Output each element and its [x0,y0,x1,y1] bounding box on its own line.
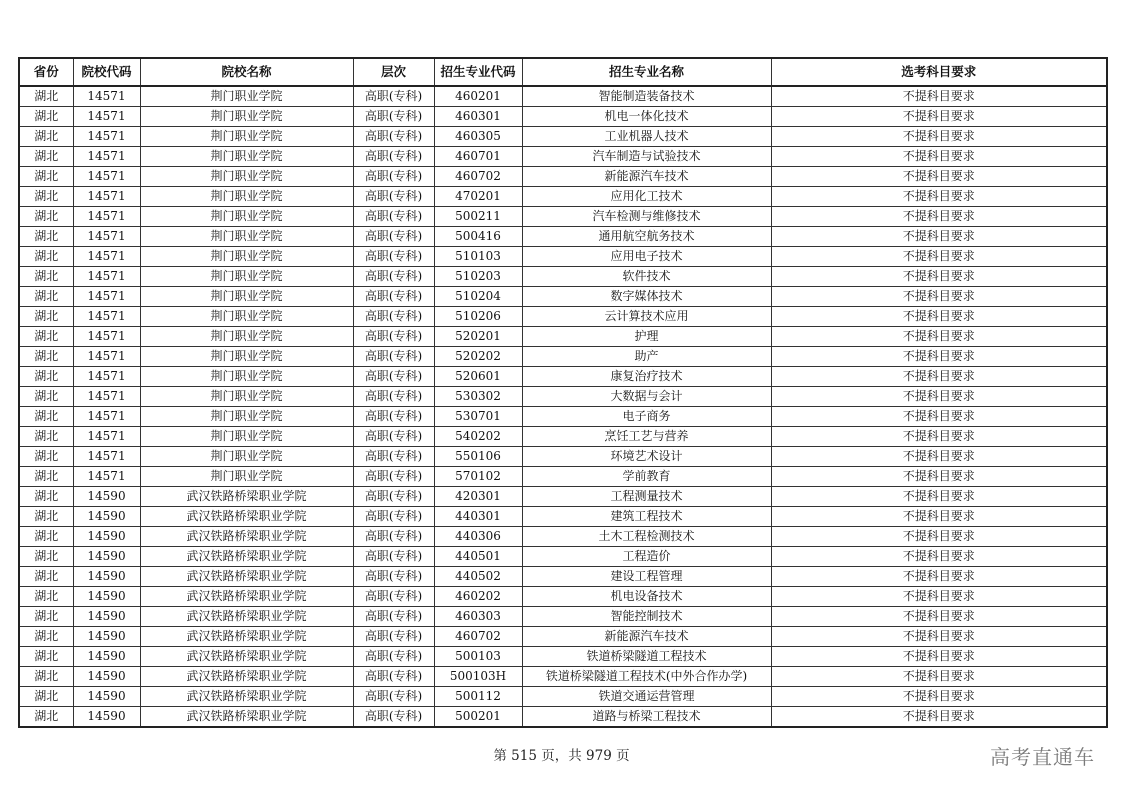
cell-school-code: 14590 [73,627,140,647]
cell-school-name: 武汉铁路桥梁职业学院 [140,587,353,607]
cell-subject-requirement: 不提科目要求 [771,367,1107,387]
cell-major-name: 铁道桥梁隧道工程技术(中外合作办学) [522,667,771,687]
cell-subject-requirement: 不提科目要求 [771,307,1107,327]
cell-major-name: 建筑工程技术 [522,507,771,527]
cell-subject-requirement: 不提科目要求 [771,187,1107,207]
column-header-school-code: 院校代码 [73,58,140,86]
table-row [19,127,1107,147]
cell-major-code: 500416 [434,227,522,247]
cell-major-code: 540202 [434,427,522,447]
table-row [19,387,1107,407]
cell-major-name: 铁道桥梁隧道工程技术 [522,647,771,667]
cell-school-name: 荆门职业学院 [140,86,353,107]
cell-province: 湖北 [19,587,73,607]
table-row [19,367,1107,387]
cell-school-name: 荆门职业学院 [140,187,353,207]
cell-level: 高职(专科) [353,527,434,547]
cell-level: 高职(专科) [353,487,434,507]
cell-province: 湖北 [19,227,73,247]
cell-subject-requirement: 不提科目要求 [771,487,1107,507]
cell-province: 湖北 [19,647,73,667]
cell-major-code: 440306 [434,527,522,547]
cell-major-name: 通用航空航务技术 [522,227,771,247]
cell-school-code: 14571 [73,347,140,367]
cell-major-code: 460701 [434,147,522,167]
cell-level: 高职(专科) [353,307,434,327]
cell-level: 高职(专科) [353,347,434,367]
column-header-major-name: 招生专业名称 [522,58,771,86]
cell-major-code: 500103H [434,667,522,687]
cell-province: 湖北 [19,667,73,687]
table-row [19,247,1107,267]
cell-school-code: 14571 [73,167,140,187]
cell-province: 湖北 [19,267,73,287]
cell-level: 高职(专科) [353,427,434,447]
cell-major-code: 460202 [434,587,522,607]
cell-school-name: 荆门职业学院 [140,387,353,407]
cell-school-name: 荆门职业学院 [140,247,353,267]
cell-level: 高职(专科) [353,227,434,247]
cell-province: 湖北 [19,447,73,467]
cell-province: 湖北 [19,347,73,367]
cell-province: 湖北 [19,327,73,347]
cell-major-code: 510204 [434,287,522,307]
cell-school-name: 荆门职业学院 [140,147,353,167]
cell-school-code: 14590 [73,547,140,567]
table-row [19,447,1107,467]
table-header [19,58,1107,86]
header-row [19,58,1107,86]
cell-level: 高职(专科) [353,567,434,587]
table-row [19,227,1107,247]
cell-major-code: 530701 [434,407,522,427]
cell-subject-requirement: 不提科目要求 [771,167,1107,187]
cell-subject-requirement: 不提科目要求 [771,227,1107,247]
table-row [19,327,1107,347]
cell-school-code: 14590 [73,647,140,667]
cell-major-code: 520202 [434,347,522,367]
cell-major-code: 510206 [434,307,522,327]
cell-province: 湖北 [19,167,73,187]
cell-major-name: 软件技术 [522,267,771,287]
cell-school-name: 荆门职业学院 [140,427,353,447]
table-row [19,207,1107,227]
cell-school-code: 14571 [73,187,140,207]
cell-school-code: 14571 [73,407,140,427]
cell-major-name: 建设工程管理 [522,567,771,587]
table-row [19,267,1107,287]
cell-province: 湖北 [19,527,73,547]
cell-level: 高职(专科) [353,86,434,107]
cell-school-code: 14590 [73,667,140,687]
cell-school-code: 14571 [73,267,140,287]
cell-major-name: 工程测量技术 [522,487,771,507]
cell-level: 高职(专科) [353,247,434,267]
table-row [19,627,1107,647]
cell-level: 高职(专科) [353,147,434,167]
table-body [19,86,1107,727]
cell-subject-requirement: 不提科目要求 [771,147,1107,167]
cell-school-code: 14571 [73,427,140,447]
cell-subject-requirement: 不提科目要求 [771,247,1107,267]
cell-major-code: 500201 [434,707,522,728]
cell-school-code: 14590 [73,707,140,728]
cell-major-name: 环境艺术设计 [522,447,771,467]
cell-school-name: 荆门职业学院 [140,447,353,467]
table-row [19,407,1107,427]
table-row [19,687,1107,707]
cell-province: 湖北 [19,307,73,327]
cell-level: 高职(专科) [353,387,434,407]
cell-subject-requirement: 不提科目要求 [771,267,1107,287]
cell-school-code: 14590 [73,527,140,547]
cell-major-code: 440301 [434,507,522,527]
cell-major-name: 工程造价 [522,547,771,567]
table-row [19,287,1107,307]
cell-school-code: 14571 [73,447,140,467]
cell-major-code: 550106 [434,447,522,467]
cell-major-name: 电子商务 [522,407,771,427]
cell-school-name: 武汉铁路桥梁职业学院 [140,687,353,707]
cell-province: 湖北 [19,607,73,627]
cell-major-name: 烹饪工艺与营养 [522,427,771,447]
cell-school-code: 14571 [73,387,140,407]
cell-level: 高职(专科) [353,127,434,147]
cell-subject-requirement: 不提科目要求 [771,127,1107,147]
cell-major-code: 440501 [434,547,522,567]
cell-level: 高职(专科) [353,707,434,728]
cell-level: 高职(专科) [353,267,434,287]
cell-major-code: 530302 [434,387,522,407]
cell-province: 湖北 [19,147,73,167]
cell-major-code: 510103 [434,247,522,267]
cell-subject-requirement: 不提科目要求 [771,447,1107,467]
cell-major-name: 应用化工技术 [522,187,771,207]
cell-province: 湖北 [19,187,73,207]
cell-major-name: 云计算技术应用 [522,307,771,327]
cell-major-code: 460301 [434,107,522,127]
table-row [19,167,1107,187]
cell-province: 湖北 [19,86,73,107]
cell-school-code: 14571 [73,367,140,387]
cell-school-name: 荆门职业学院 [140,287,353,307]
table-row [19,607,1107,627]
cell-school-name: 荆门职业学院 [140,407,353,427]
cell-subject-requirement: 不提科目要求 [771,407,1107,427]
cell-subject-requirement: 不提科目要求 [771,647,1107,667]
cell-subject-requirement: 不提科目要求 [771,207,1107,227]
cell-school-code: 14571 [73,247,140,267]
cell-level: 高职(专科) [353,547,434,567]
cell-level: 高职(专科) [353,627,434,647]
cell-major-name: 新能源汽车技术 [522,167,771,187]
cell-level: 高职(专科) [353,207,434,227]
table-row [19,347,1107,367]
cell-major-code: 500112 [434,687,522,707]
table-row [19,147,1107,167]
cell-school-name: 荆门职业学院 [140,307,353,327]
cell-subject-requirement: 不提科目要求 [771,347,1107,367]
table-row [19,667,1107,687]
cell-level: 高职(专科) [353,167,434,187]
cell-major-name: 应用电子技术 [522,247,771,267]
cell-province: 湖北 [19,547,73,567]
cell-school-name: 荆门职业学院 [140,107,353,127]
cell-province: 湖北 [19,627,73,647]
cell-level: 高职(专科) [353,647,434,667]
cell-major-code: 420301 [434,487,522,507]
cell-school-name: 荆门职业学院 [140,347,353,367]
table-row [19,427,1107,447]
cell-major-name: 学前教育 [522,467,771,487]
cell-subject-requirement: 不提科目要求 [771,687,1107,707]
cell-school-code: 14571 [73,107,140,127]
cell-school-name: 武汉铁路桥梁职业学院 [140,487,353,507]
cell-province: 湖北 [19,567,73,587]
cell-subject-requirement: 不提科目要求 [771,507,1107,527]
cell-province: 湖北 [19,487,73,507]
cell-major-name: 机电设备技术 [522,587,771,607]
cell-subject-requirement: 不提科目要求 [771,327,1107,347]
cell-school-code: 14590 [73,687,140,707]
cell-school-name: 荆门职业学院 [140,207,353,227]
cell-subject-requirement: 不提科目要求 [771,86,1107,107]
cell-major-code: 460303 [434,607,522,627]
cell-level: 高职(专科) [353,507,434,527]
cell-school-code: 14571 [73,467,140,487]
cell-school-name: 荆门职业学院 [140,327,353,347]
cell-major-code: 510203 [434,267,522,287]
cell-major-name: 助产 [522,347,771,367]
table-row [19,187,1107,207]
cell-subject-requirement: 不提科目要求 [771,627,1107,647]
cell-province: 湖北 [19,387,73,407]
column-header-level: 层次 [353,58,434,86]
cell-major-code: 460305 [434,127,522,147]
cell-major-code: 520201 [434,327,522,347]
cell-major-code: 470201 [434,187,522,207]
cell-major-code: 570102 [434,467,522,487]
table-row [19,567,1107,587]
table-row [19,487,1107,507]
cell-province: 湖北 [19,207,73,227]
table-row [19,707,1107,728]
cell-province: 湖北 [19,707,73,728]
table-row [19,86,1107,107]
cell-school-code: 14571 [73,227,140,247]
cell-province: 湖北 [19,467,73,487]
table-row [19,587,1107,607]
cell-school-name: 武汉铁路桥梁职业学院 [140,667,353,687]
cell-school-name: 武汉铁路桥梁职业学院 [140,547,353,567]
cell-major-name: 智能制造装备技术 [522,86,771,107]
cell-school-code: 14571 [73,327,140,347]
cell-major-name: 新能源汽车技术 [522,627,771,647]
table-row [19,507,1107,527]
cell-school-name: 武汉铁路桥梁职业学院 [140,507,353,527]
cell-level: 高职(专科) [353,607,434,627]
cell-level: 高职(专科) [353,367,434,387]
cell-subject-requirement: 不提科目要求 [771,467,1107,487]
cell-school-name: 武汉铁路桥梁职业学院 [140,647,353,667]
table-row [19,527,1107,547]
cell-school-code: 14571 [73,127,140,147]
cell-subject-requirement: 不提科目要求 [771,567,1107,587]
cell-school-name: 荆门职业学院 [140,467,353,487]
cell-major-code: 520601 [434,367,522,387]
cell-school-code: 14571 [73,147,140,167]
cell-major-name: 康复治疗技术 [522,367,771,387]
cell-subject-requirement: 不提科目要求 [771,547,1107,567]
cell-subject-requirement: 不提科目要求 [771,527,1107,547]
cell-subject-requirement: 不提科目要求 [771,707,1107,728]
cell-level: 高职(专科) [353,447,434,467]
cell-school-code: 14590 [73,607,140,627]
column-header-subject-requirement: 选考科目要求 [771,58,1107,86]
cell-major-code: 460201 [434,86,522,107]
cell-subject-requirement: 不提科目要求 [771,587,1107,607]
cell-school-code: 14571 [73,287,140,307]
cell-major-code: 500103 [434,647,522,667]
cell-subject-requirement: 不提科目要求 [771,107,1107,127]
cell-school-code: 14590 [73,587,140,607]
cell-school-code: 14590 [73,487,140,507]
cell-level: 高职(专科) [353,107,434,127]
table-row [19,547,1107,567]
cell-school-code: 14571 [73,86,140,107]
cell-school-name: 荆门职业学院 [140,367,353,387]
table-row [19,307,1107,327]
cell-major-code: 460702 [434,627,522,647]
cell-major-name: 道路与桥梁工程技术 [522,707,771,728]
cell-school-name: 武汉铁路桥梁职业学院 [140,607,353,627]
column-header-major-code: 招生专业代码 [434,58,522,86]
cell-subject-requirement: 不提科目要求 [771,667,1107,687]
cell-level: 高职(专科) [353,687,434,707]
cell-school-code: 14590 [73,507,140,527]
cell-province: 湖北 [19,107,73,127]
cell-school-name: 荆门职业学院 [140,227,353,247]
cell-school-name: 荆门职业学院 [140,267,353,287]
cell-school-name: 武汉铁路桥梁职业学院 [140,567,353,587]
cell-province: 湖北 [19,427,73,447]
cell-school-name: 荆门职业学院 [140,127,353,147]
cell-province: 湖北 [19,287,73,307]
column-header-province: 省份 [19,58,73,86]
cell-province: 湖北 [19,507,73,527]
cell-major-name: 汽车检测与维修技术 [522,207,771,227]
cell-major-name: 智能控制技术 [522,607,771,627]
cell-subject-requirement: 不提科目要求 [771,287,1107,307]
cell-province: 湖北 [19,247,73,267]
cell-school-name: 武汉铁路桥梁职业学院 [140,527,353,547]
cell-level: 高职(专科) [353,467,434,487]
table-row [19,467,1107,487]
cell-province: 湖北 [19,127,73,147]
cell-level: 高职(专科) [353,587,434,607]
cell-subject-requirement: 不提科目要求 [771,607,1107,627]
cell-major-code: 500211 [434,207,522,227]
cell-level: 高职(专科) [353,407,434,427]
cell-major-name: 土木工程检测技术 [522,527,771,547]
cell-school-name: 荆门职业学院 [140,167,353,187]
cell-level: 高职(专科) [353,287,434,307]
table-row [19,107,1107,127]
cell-province: 湖北 [19,367,73,387]
cell-school-code: 14571 [73,307,140,327]
cell-school-code: 14571 [73,207,140,227]
table-row [19,647,1107,667]
cell-major-name: 汽车制造与试验技术 [522,147,771,167]
page-number: 第 515 页，共 979 页 [493,748,630,764]
cell-major-name: 大数据与会计 [522,387,771,407]
cell-school-name: 武汉铁路桥梁职业学院 [140,627,353,647]
cell-major-name: 护理 [522,327,771,347]
watermark-logo-text: 高考直通车 [990,745,1095,769]
admission-table [18,57,1108,728]
column-header-school-name: 院校名称 [140,58,353,86]
cell-major-name: 铁道交通运营管理 [522,687,771,707]
cell-level: 高职(专科) [353,667,434,687]
cell-level: 高职(专科) [353,327,434,347]
cell-major-code: 460702 [434,167,522,187]
cell-major-name: 工业机器人技术 [522,127,771,147]
cell-major-code: 440502 [434,567,522,587]
cell-school-name: 武汉铁路桥梁职业学院 [140,707,353,728]
cell-major-name: 数字媒体技术 [522,287,771,307]
cell-province: 湖北 [19,687,73,707]
cell-province: 湖北 [19,407,73,427]
cell-level: 高职(专科) [353,187,434,207]
cell-major-name: 机电一体化技术 [522,107,771,127]
cell-subject-requirement: 不提科目要求 [771,427,1107,447]
cell-school-code: 14590 [73,567,140,587]
cell-subject-requirement: 不提科目要求 [771,387,1107,407]
